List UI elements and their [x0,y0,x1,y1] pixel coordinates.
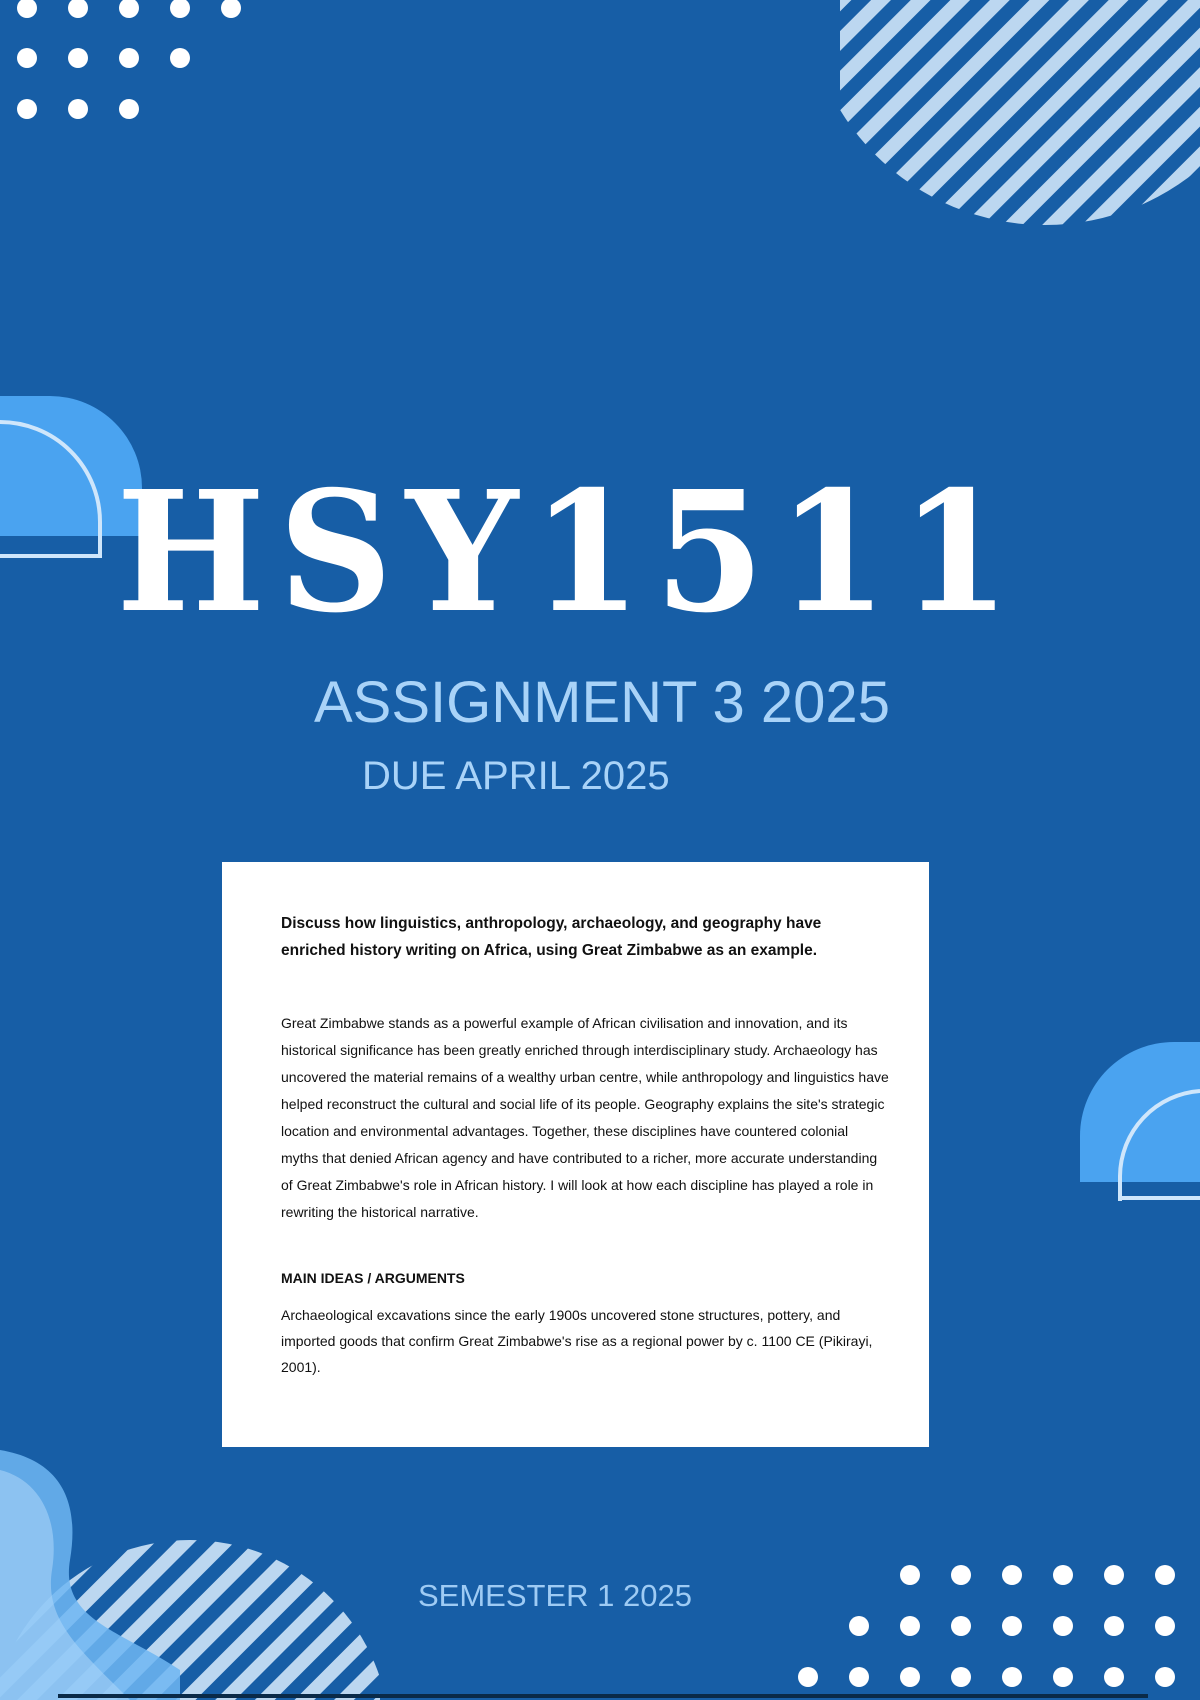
dot-grid-top-left [0,0,260,130]
section-paragraph: Archaeological excavations since the early 1900s uncovered stone structures, pottery, and imported goods that confirm Great Zimbabwe's rise as a regional power by c. 1100 CE (Pikirayi, 2001). [281,1307,873,1375]
assignment-question: Discuss how linguistics, anthropology, archaeology, and geography have enriched history writing on Africa, using Great Zimbabwe as an example. [281,915,822,959]
document-preview [222,862,929,1447]
striped-circle-top-right [840,0,1200,230]
introduction-paragraph: Great Zimbabwe stands as a powerful example of African civilisation and innovation, and its historical significance has been greatly enriched through interdisciplinary study. Archaeology has uncovered the material remains of a wealthy urban centre, while anthropology and linguistics have helped reconstruct the cultural and social life of its people. Geography explains the site's strategic location and environmental advantages. Together, these disciplines have countered colonial myths that denied African agency and have contributed to a richer, more accurate understanding of Great Zimbabwe's role in African history. I will look at how each discipline has played a role in rewriting the historical narrative. [281,1015,889,1220]
course-code-title: HSY1511 [116,455,1024,650]
dot-grid-bottom-right [780,1550,1200,1700]
due-date: DUE APRIL 2025 [362,754,670,798]
section-heading: MAIN IDEAS / ARGUMENTS [281,1270,465,1286]
striped-wave-bottom-left [0,1440,380,1700]
semester-label: SEMESTER 1 2025 [418,1578,692,1613]
bottom-divider [58,1694,1148,1698]
quarter-circle-right [1070,1036,1200,1206]
assignment-subtitle: ASSIGNMENT 3 2025 [314,670,890,735]
